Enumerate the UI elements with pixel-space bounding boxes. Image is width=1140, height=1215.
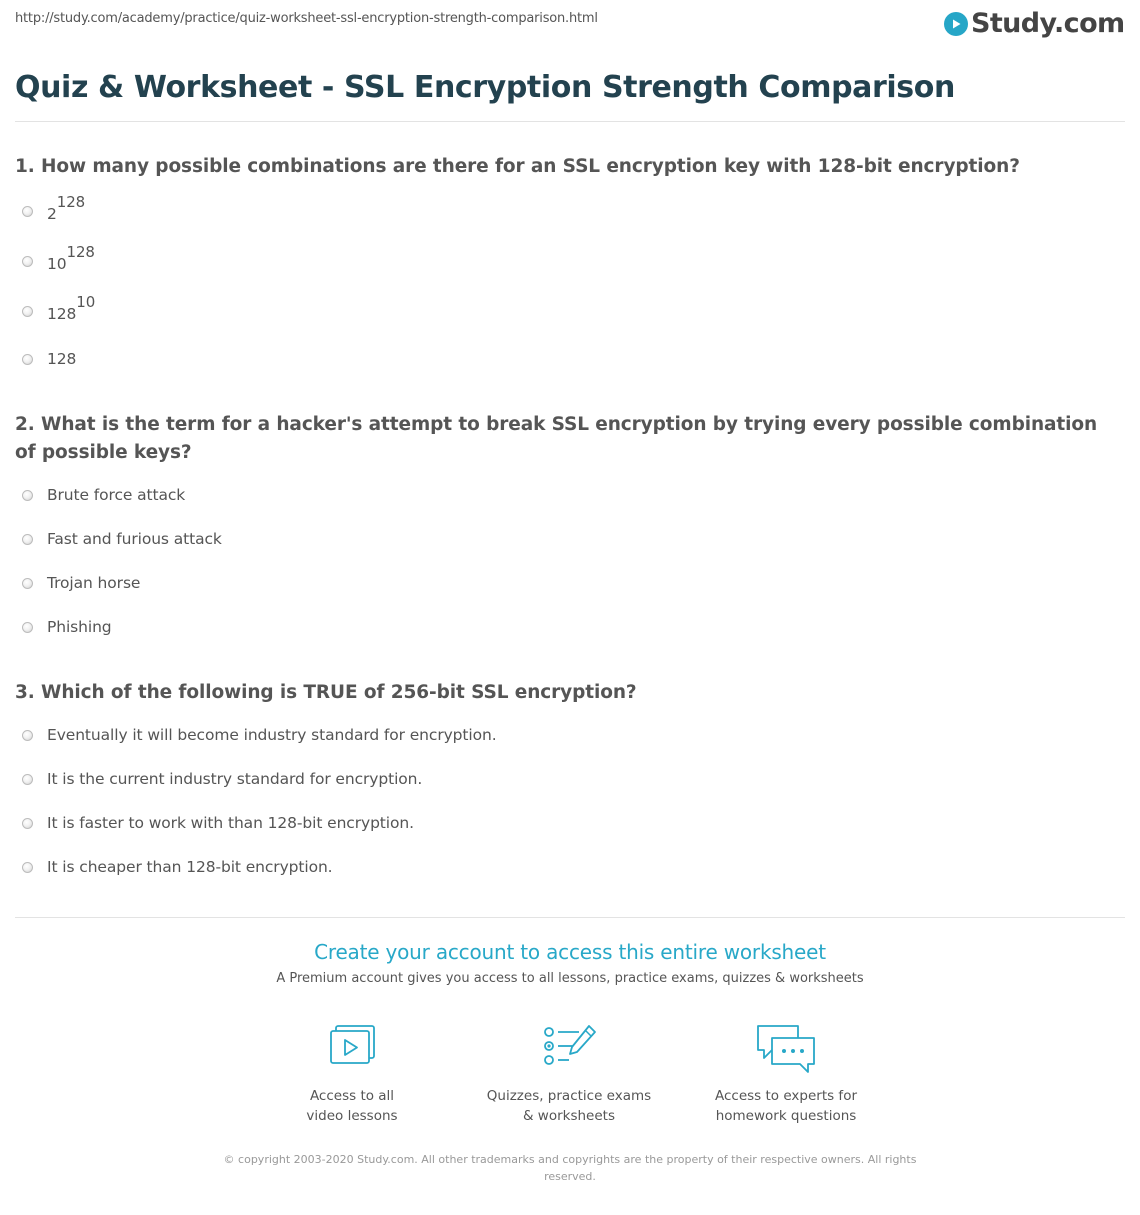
radio-button[interactable] — [22, 862, 33, 873]
page-url: http://study.com/academy/practice/quiz-worksheet-ssl-encryption-strength-comparison.html — [15, 11, 598, 26]
answer-label: Fast and furious attack — [47, 530, 222, 548]
premium-description: A Premium account gives you access to all lessons, practice exams, quizzes & worksheets — [276, 971, 864, 986]
feature-quizzes — [474, 1022, 664, 1126]
answer-option[interactable] — [22, 243, 95, 273]
answer-label: Phishing — [47, 618, 112, 636]
video-lessons-icon — [322, 1022, 382, 1074]
radio-button[interactable] — [22, 774, 33, 785]
copyright-notice: © copyright 2003-2020 Study.com. All other trademarks and copyrights are the property of their respective owners. All rights reserved. — [223, 1153, 917, 1183]
quiz-checklist-icon — [539, 1022, 599, 1074]
play-logo-icon — [944, 12, 968, 36]
radio-button[interactable] — [22, 534, 33, 545]
create-account-link[interactable]: Create your account to access this entire worksheet — [314, 940, 826, 964]
logo-text: Study.com — [971, 8, 1125, 39]
quiz-divider — [15, 917, 1125, 918]
answer-option[interactable] — [22, 293, 96, 323]
answer-label: Trojan horse — [47, 574, 141, 592]
answer-label: Eventually it will become industry standard for encryption. — [47, 726, 497, 744]
question-1-text: 1. How many possible combinations are there for an SSL encryption key with 128-bit encryption? — [15, 156, 1020, 177]
answer-label: $2^{128}$ — [47, 193, 86, 223]
radio-button[interactable] — [22, 354, 33, 365]
feature-label: Quizzes, practice exams & worksheets — [486, 1088, 652, 1124]
radio-button[interactable] — [22, 206, 33, 217]
title-divider — [15, 121, 1125, 122]
answer-label: 128 — [47, 350, 77, 368]
answer-option[interactable] — [22, 858, 333, 876]
question-2-text: 2. What is the term for a hacker's attempt to break SSL encryption by trying every possible combination of possible keys? — [15, 414, 1098, 463]
study-logo[interactable] — [944, 8, 1125, 39]
answer-option[interactable] — [22, 530, 222, 548]
answer-label: $128^{10}$ — [47, 293, 96, 323]
page-title: Quiz & Worksheet - SSL Encryption Strength Comparison — [15, 70, 955, 105]
answer-option[interactable] — [22, 770, 422, 788]
radio-button[interactable] — [22, 256, 33, 267]
feature-label: Access to experts for homework questions — [714, 1088, 857, 1124]
chat-bubbles-icon — [754, 1022, 818, 1074]
answer-option[interactable] — [22, 618, 112, 636]
answer-option[interactable] — [22, 574, 140, 592]
radio-button[interactable] — [22, 818, 33, 829]
feature-experts — [691, 1022, 881, 1126]
question-3-text: 3. Which of the following is TRUE of 256-bit SSL encryption? — [15, 682, 637, 703]
radio-button[interactable] — [22, 490, 33, 501]
radio-button[interactable] — [22, 578, 33, 589]
answer-label: It is faster to work with than 128-bit encryption. — [47, 814, 414, 832]
answer-label: Brute force attack — [47, 486, 186, 504]
answer-label: It is the current industry standard for encryption. — [47, 770, 423, 788]
answer-label: $10^{128}$ — [47, 243, 95, 273]
answer-option[interactable] — [22, 350, 76, 368]
answer-label: It is cheaper than 128-bit encryption. — [47, 858, 333, 876]
answer-option[interactable] — [22, 726, 497, 744]
feature-label: Access to all video lessons — [306, 1088, 398, 1124]
answer-option[interactable] — [22, 814, 414, 832]
radio-button[interactable] — [22, 306, 33, 317]
answer-option[interactable] — [22, 193, 86, 223]
radio-button[interactable] — [22, 730, 33, 741]
feature-video-lessons — [257, 1022, 447, 1126]
answer-option[interactable] — [22, 486, 185, 504]
radio-button[interactable] — [22, 622, 33, 633]
